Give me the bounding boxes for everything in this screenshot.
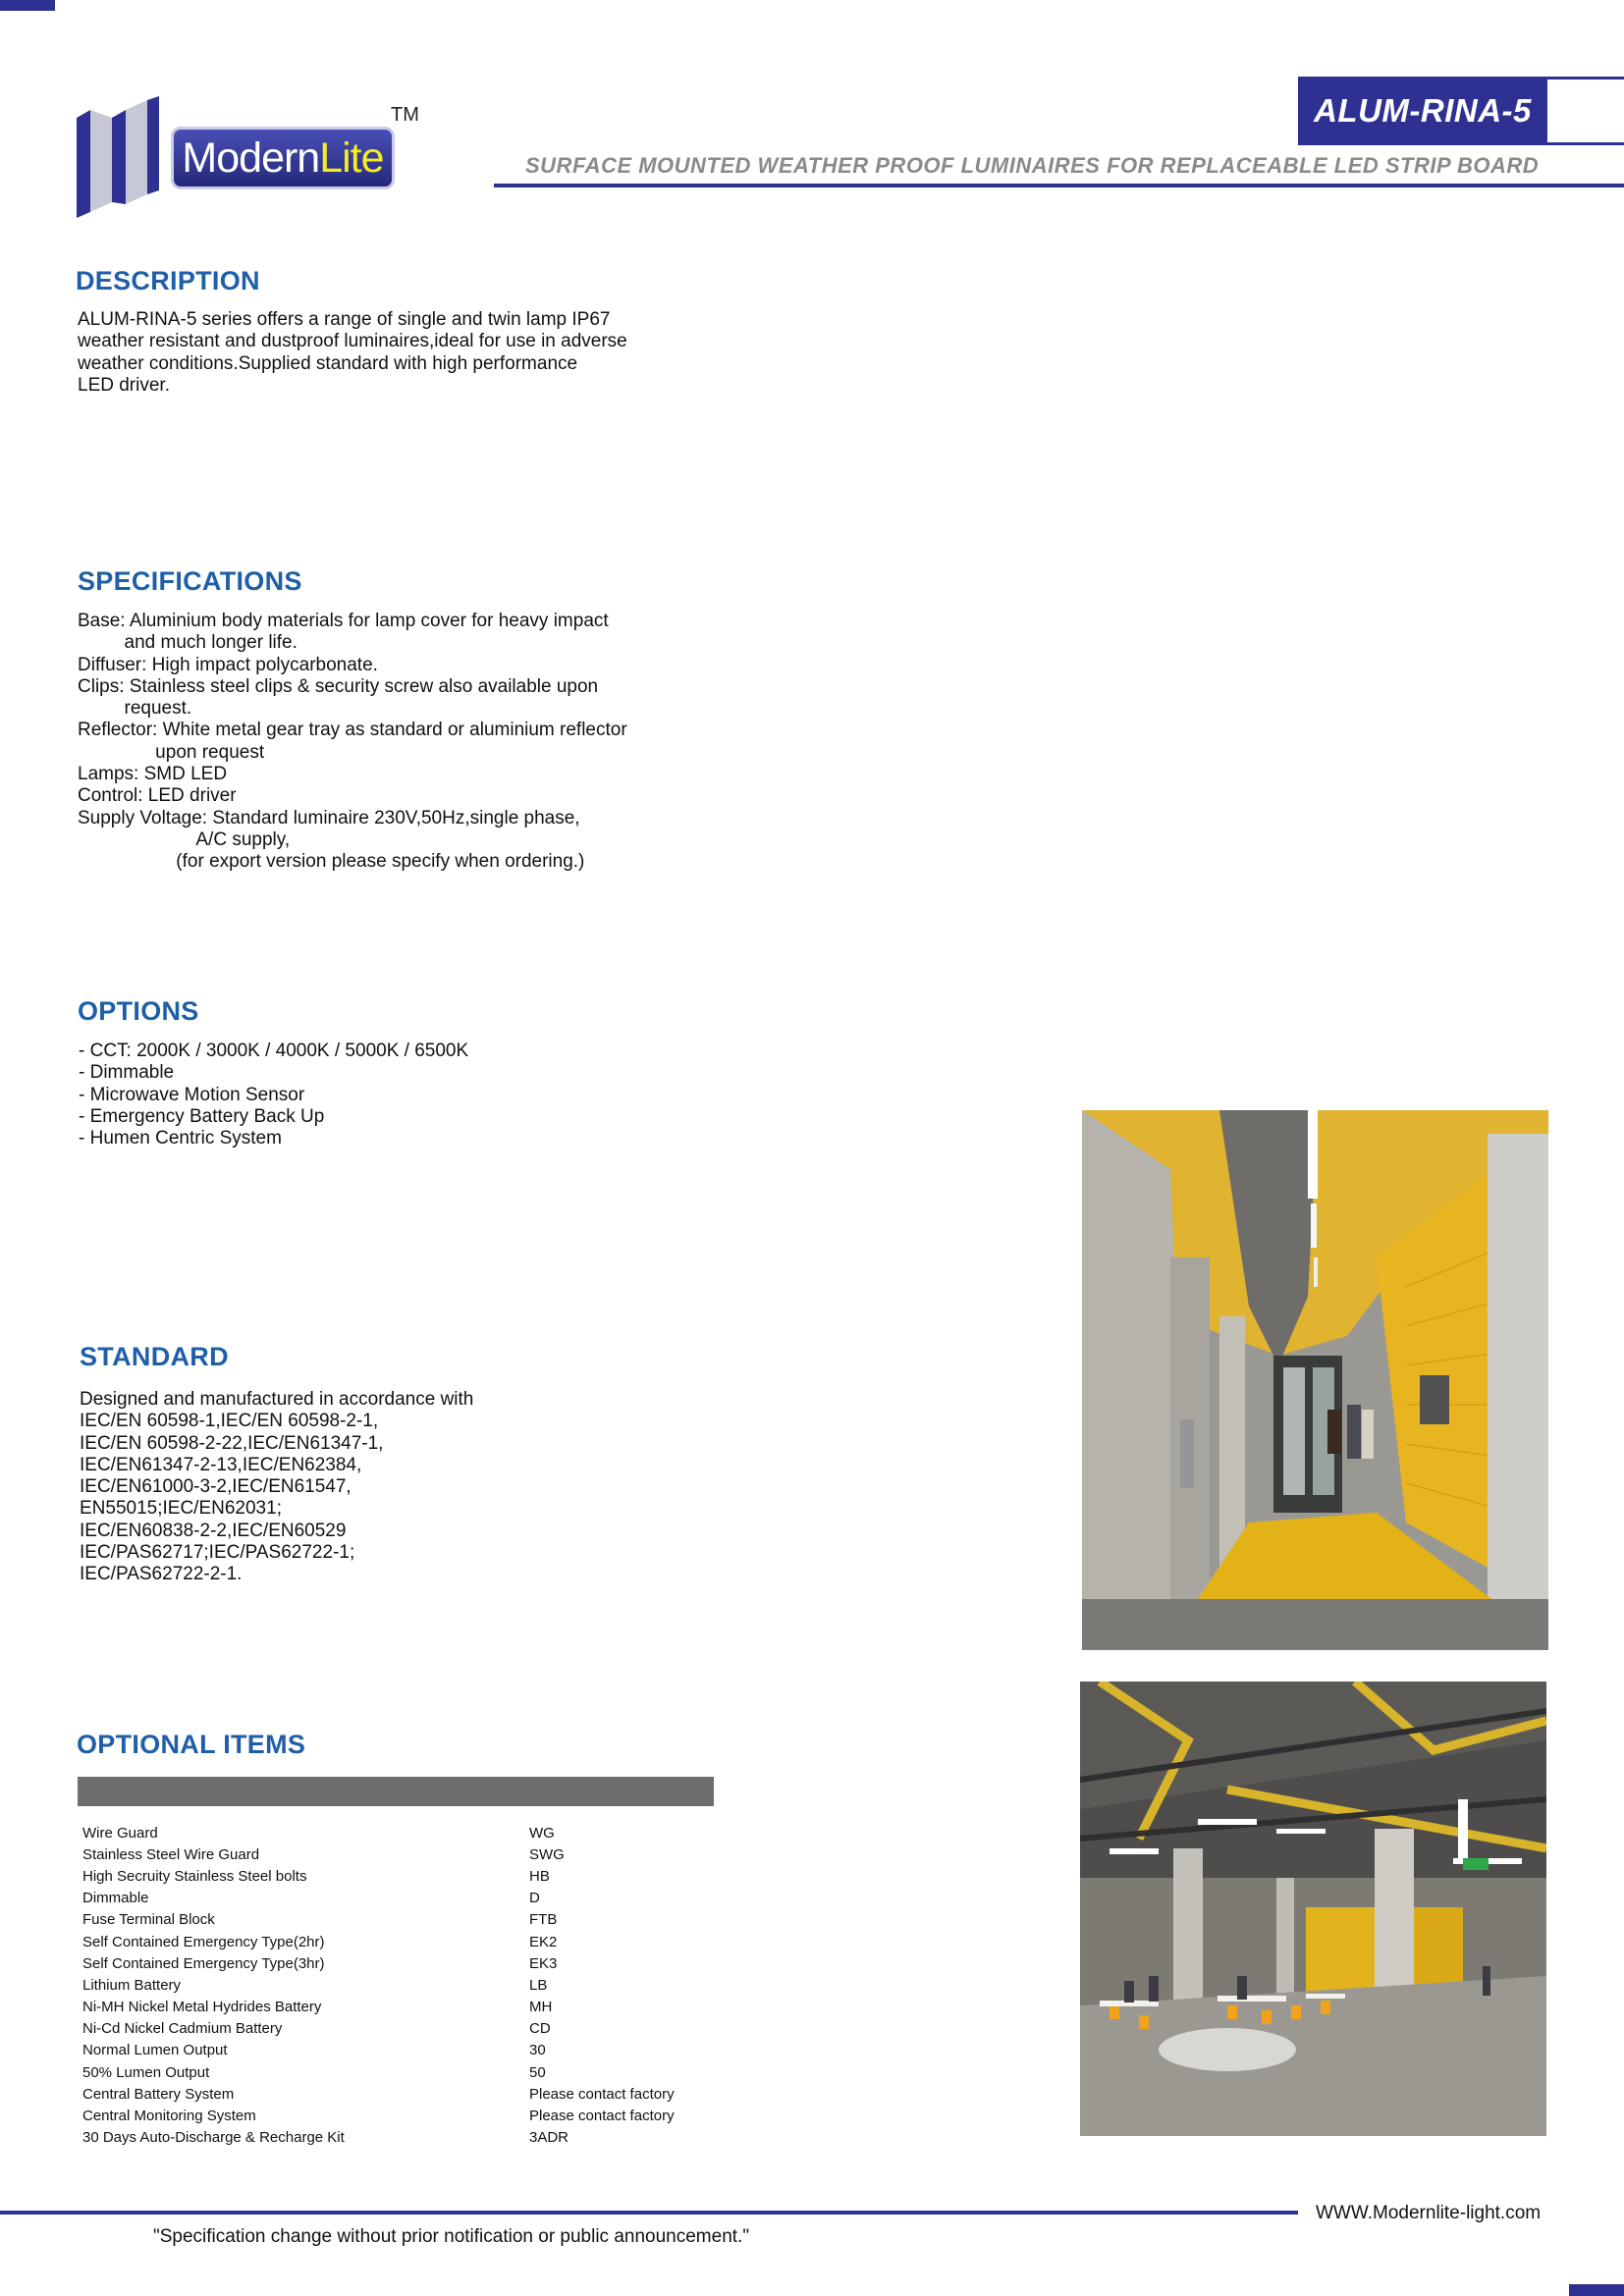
standard-line: IEC/EN 60598-1,IEC/EN 60598-2-1, <box>80 1411 379 1432</box>
logo-mark-icon <box>77 96 175 218</box>
spec-line: and much longer life. <box>78 632 298 654</box>
description-line: weather conditions.Supplied standard with high performance <box>78 352 578 374</box>
table-row <box>82 1952 711 1974</box>
option-line: - Emergency Battery Back Up <box>79 1105 325 1127</box>
item-name: Wire Guard <box>82 1824 158 1842</box>
item-code: FTB <box>529 1911 558 1929</box>
spec-line: (for export version please specify when ordering.) <box>78 851 585 873</box>
item-code: Please contact factory <box>529 2108 675 2125</box>
item-code: D <box>529 1890 540 1907</box>
logo-wordmark <box>171 127 395 189</box>
logo-text-modern: Modern <box>182 133 320 182</box>
standard-line: IEC/EN 60598-2-22,IEC/EN61347-1, <box>80 1432 384 1454</box>
table-row <box>82 2105 711 2126</box>
spec-line: A/C supply, <box>78 828 291 850</box>
options-heading: OPTIONS <box>78 996 199 1026</box>
model-badge: ALUM-RINA-5 <box>1298 77 1547 145</box>
header-rule-mid <box>1547 142 1624 145</box>
standard-line: IEC/PAS62717;IEC/PAS62722-1; <box>80 1542 355 1564</box>
logo-text-lite: Lite <box>319 133 384 182</box>
table-row <box>82 1997 711 2018</box>
spec-line: request. <box>78 698 192 720</box>
item-name: Fuse Terminal Block <box>82 1911 215 1929</box>
table-row <box>82 2018 711 2040</box>
table-row <box>82 1974 711 1996</box>
spec-line: Control: LED driver <box>78 785 237 807</box>
item-code: 3ADR <box>529 2129 569 2147</box>
item-code: CD <box>529 2020 551 2038</box>
standard-line: IEC/PAS62722-2-1. <box>80 1564 243 1585</box>
item-code: 50 <box>529 2063 546 2081</box>
spec-line: Reflector: White metal gear tray as standard or aluminium reflector <box>78 720 627 741</box>
item-code: LB <box>529 1976 548 1994</box>
standard-text <box>80 1389 473 1586</box>
option-line: - Microwave Motion Sensor <box>79 1084 305 1105</box>
footer-rule <box>0 2211 1298 2215</box>
table-row <box>82 1909 711 1931</box>
header-rule-top <box>1547 77 1624 80</box>
standard-line: IEC/EN61347-2-13,IEC/EN62384, <box>80 1454 362 1475</box>
description-line: weather resistant and dustproof luminaires,ideal for use in adverse <box>78 331 627 352</box>
specifications-text <box>78 611 627 874</box>
item-name: 50% Lumen Output <box>82 2063 210 2081</box>
spec-line: Clips: Stainless steel clips & security screw also available upon <box>78 675 599 697</box>
product-subtitle: SURFACE MOUNTED WEATHER PROOF LUMINAIRES FOR REPLACEABLE LED STRIP BOARD <box>525 153 1540 178</box>
table-row <box>82 2127 711 2149</box>
optional-items-heading: OPTIONAL ITEMS <box>77 1730 306 1759</box>
option-line: - Dimmable <box>79 1062 175 1084</box>
item-code: WG <box>529 1824 555 1842</box>
standard-heading: STANDARD <box>80 1342 229 1371</box>
table-row <box>82 1888 711 1909</box>
table-row <box>82 2040 711 2061</box>
table-row <box>82 1822 711 1843</box>
table-row <box>82 1931 711 1952</box>
disclaimer-note: "Specification change without prior notification or public announcement." <box>153 2226 750 2247</box>
trademark-symbol: TM <box>391 104 419 126</box>
table-header-bar <box>78 1777 714 1806</box>
options-text <box>79 1041 468 1149</box>
specifications-heading: SPECIFICATIONS <box>78 566 302 596</box>
description-text <box>78 309 627 397</box>
spec-line: upon request <box>78 741 265 763</box>
corner-accent-top <box>0 0 55 11</box>
spec-line: Base: Aluminium body materials for lamp cover for heavy impact <box>78 611 609 631</box>
brand-logo <box>77 96 420 218</box>
description-line: ALUM-RINA-5 series offers a range of single and twin lamp IP67 <box>78 309 611 330</box>
standard-line: Designed and manufactured in accordance with <box>80 1389 474 1410</box>
option-line: - Humen Centric System <box>79 1128 282 1149</box>
website-url: WWW.Modernlite-light.com <box>1316 2203 1542 2223</box>
standard-line: EN55015;IEC/EN62031; <box>80 1498 282 1520</box>
item-name: Central Monitoring System <box>82 2108 256 2125</box>
standard-line: IEC/EN60838-2-2,IEC/EN60529 <box>80 1520 347 1541</box>
item-code: HB <box>529 1867 550 1885</box>
standard-line: IEC/EN61000-3-2,IEC/EN61547, <box>80 1476 352 1498</box>
optional-items-table <box>82 1822 711 2149</box>
description-line: LED driver. <box>78 374 170 396</box>
header-rule-bottom <box>494 184 1624 187</box>
item-name: Lithium Battery <box>82 1976 182 1994</box>
table-row <box>82 2083 711 2105</box>
description-heading: DESCRIPTION <box>76 266 260 295</box>
item-code: Please contact factory <box>529 2085 675 2103</box>
item-name: Central Battery System <box>82 2085 235 2103</box>
item-code: SWG <box>529 1845 565 1863</box>
item-name: Self Contained Emergency Type(3hr) <box>82 1954 325 1972</box>
spec-line: Lamps: SMD LED <box>78 764 228 785</box>
item-name: High Secruity Stainless Steel bolts <box>82 1867 307 1885</box>
item-code: EK3 <box>529 1954 558 1972</box>
table-row <box>82 1865 711 1887</box>
corridor-photo <box>1082 1110 1548 1650</box>
item-code: EK2 <box>529 1933 558 1950</box>
table-row <box>82 2061 711 2083</box>
spec-line: Diffuser: High impact polycarbonate. <box>78 654 378 675</box>
item-name: Self Contained Emergency Type(2hr) <box>82 1933 325 1950</box>
item-name: Normal Lumen Output <box>82 2042 228 2059</box>
option-line: - CCT: 2000K / 3000K / 4000K / 5000K / 6500K <box>79 1041 469 1061</box>
item-code: MH <box>529 1999 553 2016</box>
item-name: 30 Days Auto-Discharge & Recharge Kit <box>82 2129 345 2147</box>
item-name: Dimmable <box>82 1890 149 1907</box>
item-name: Stainless Steel Wire Guard <box>82 1845 260 1863</box>
spec-line: Supply Voltage: Standard luminaire 230V,50Hz,single phase, <box>78 807 580 828</box>
item-name: Ni-MH Nickel Metal Hydrides Battery <box>82 1999 322 2016</box>
item-code: 30 <box>529 2042 546 2059</box>
cafeteria-photo <box>1080 1682 1546 2136</box>
table-row <box>82 1843 711 1865</box>
item-name: Ni-Cd Nickel Cadmium Battery <box>82 2020 283 2038</box>
corner-accent-bottom <box>1569 2284 1624 2296</box>
